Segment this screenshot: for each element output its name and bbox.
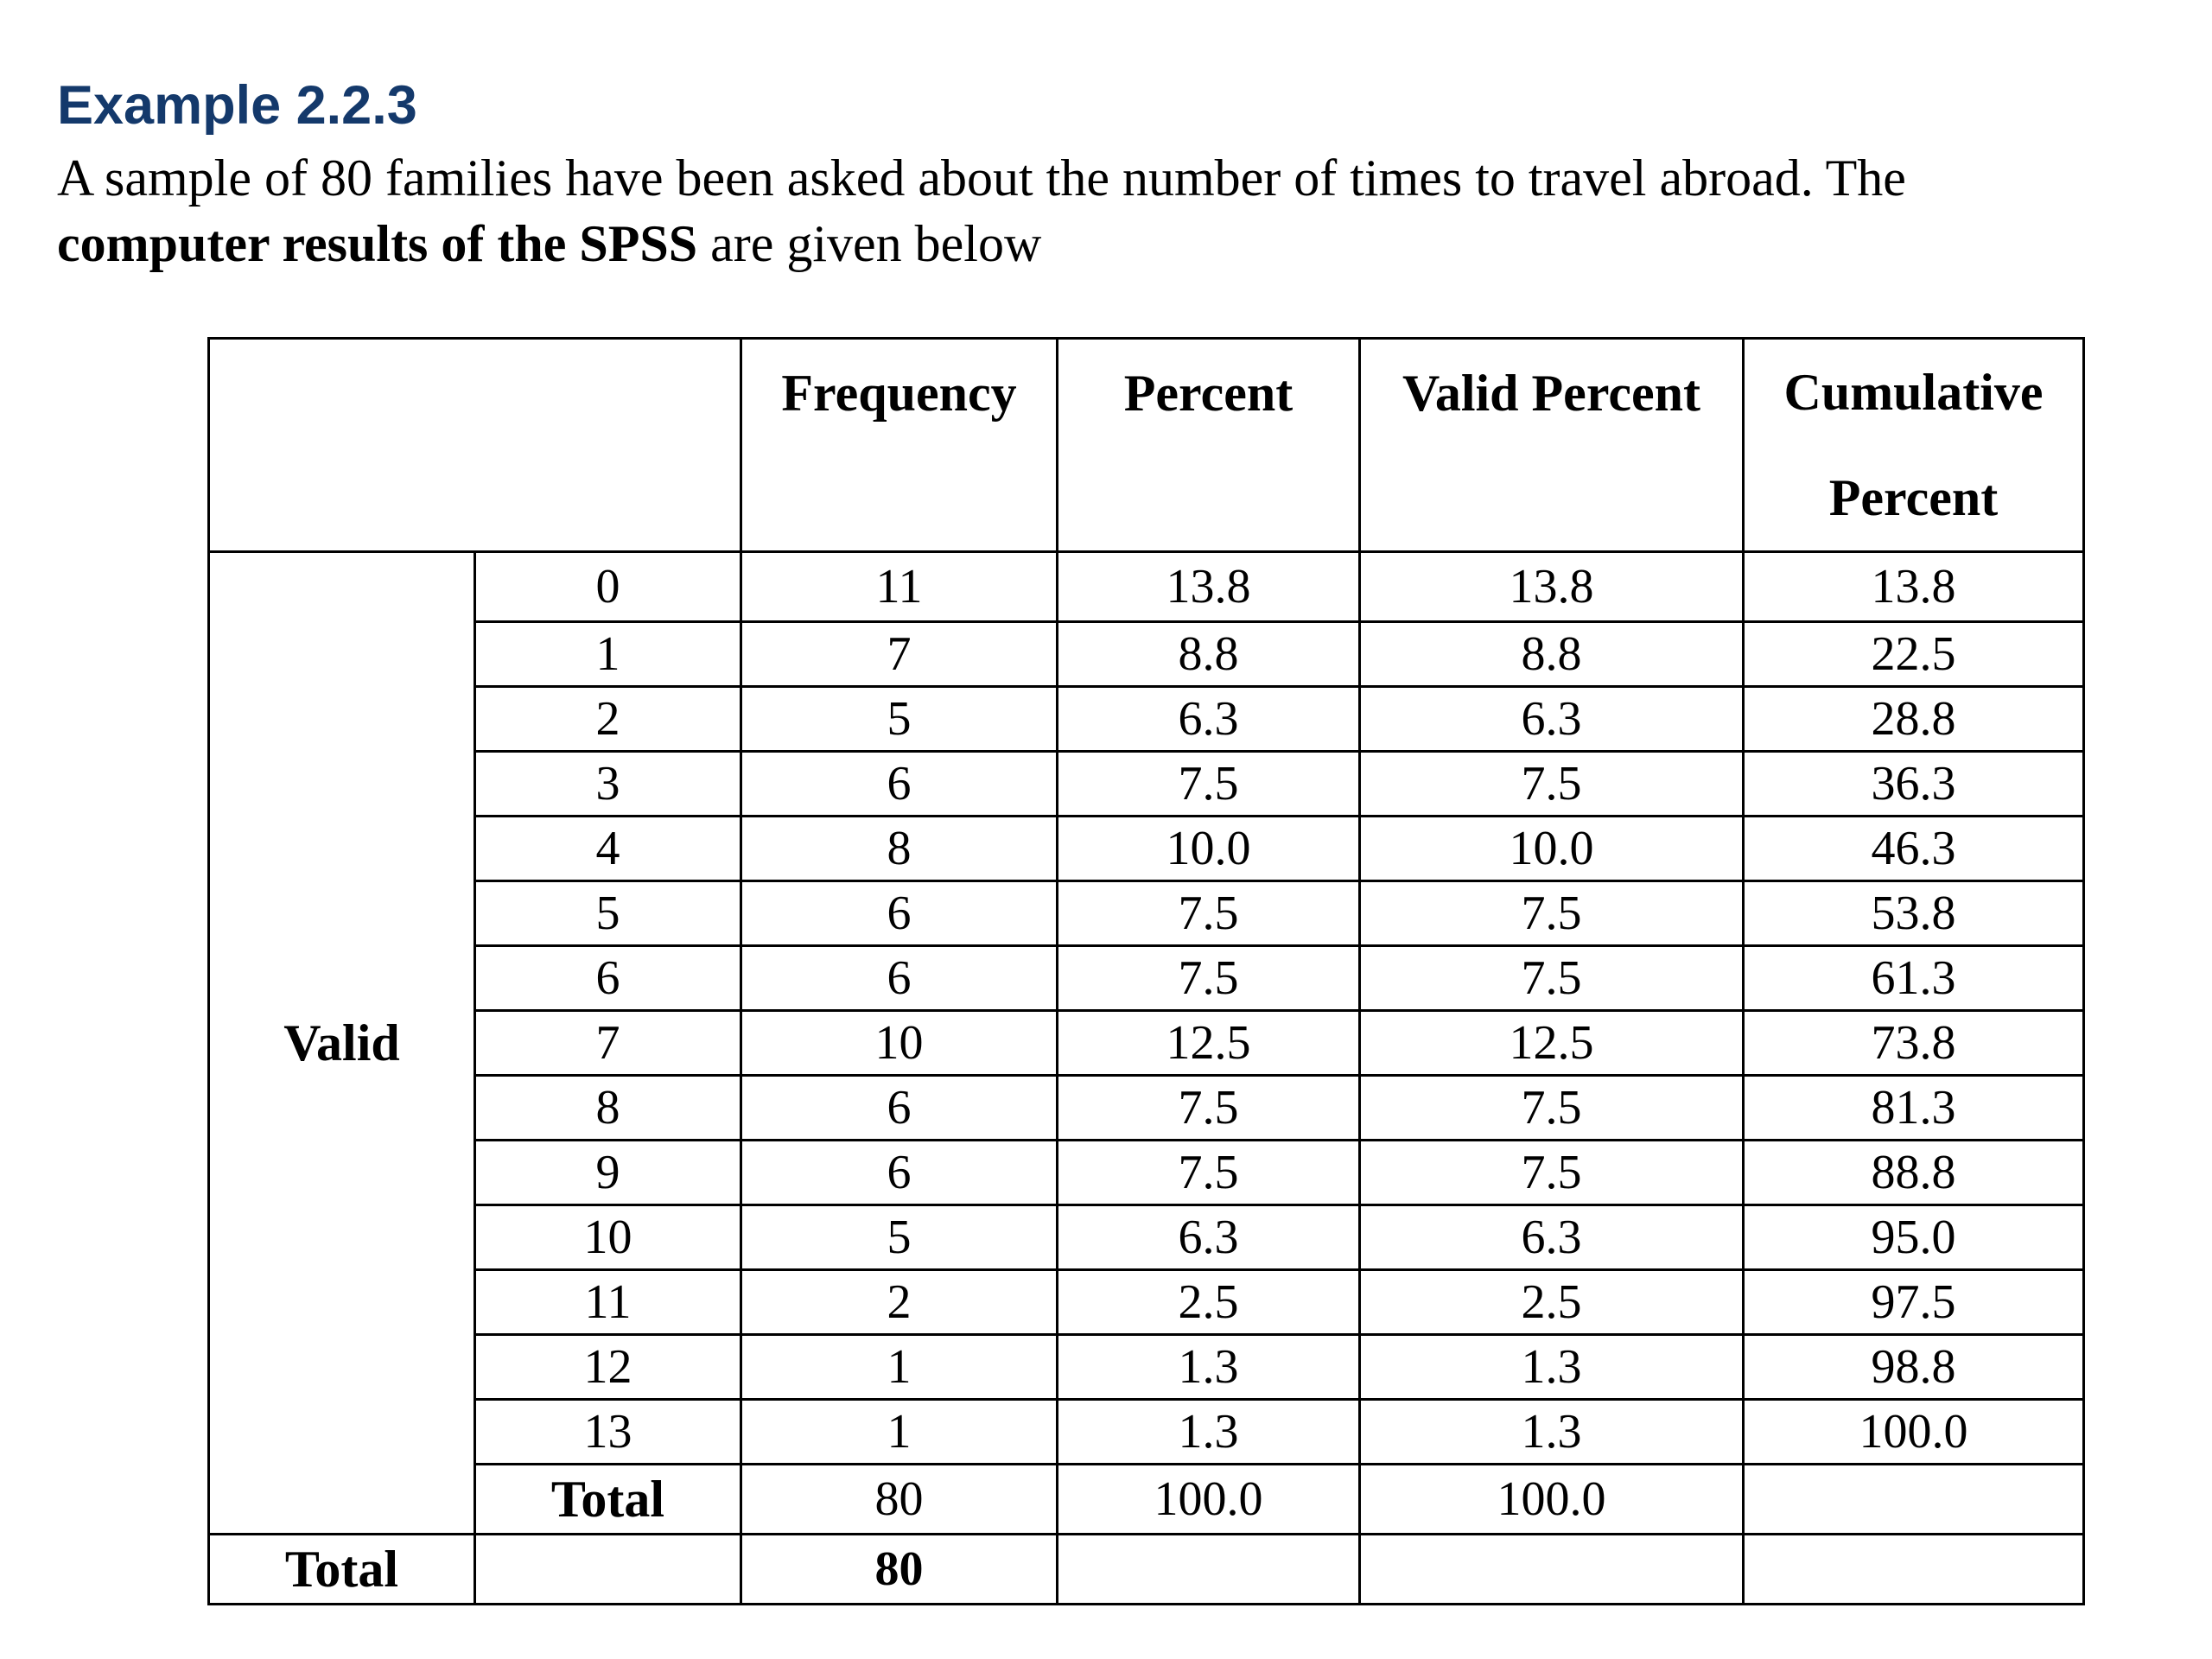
- intro-bold-phrase: computer results of the SPSS: [57, 215, 698, 272]
- grand-total-value-empty: [475, 1535, 741, 1605]
- table-row: [209, 1400, 2084, 1465]
- header-percent: Percent: [1058, 339, 1360, 552]
- value-cell: 1: [475, 622, 741, 687]
- cumulative-percent-cell: 22.5: [1744, 622, 2084, 687]
- header-cumulative-line1: Cumulative: [1783, 364, 2044, 421]
- frequency-cell: 6: [741, 1076, 1058, 1141]
- cumulative-percent-cell: 98.8: [1744, 1335, 2084, 1400]
- table-row: [209, 1270, 2084, 1335]
- cumulative-percent-cell: 88.8: [1744, 1141, 2084, 1205]
- percent-cell: 1.3: [1058, 1335, 1360, 1400]
- header-cumulative-line2: Percent: [1828, 469, 1999, 526]
- valid-percent-cell: 13.8: [1360, 552, 1744, 622]
- value-cell: 0: [475, 552, 741, 622]
- value-cell: 2: [475, 687, 741, 752]
- percent-cell: 7.5: [1058, 1141, 1360, 1205]
- value-cell: 4: [475, 817, 741, 881]
- valid-percent-cell: 7.5: [1360, 881, 1744, 946]
- frequency-cell: 10: [741, 1011, 1058, 1076]
- valid-label: Valid: [209, 552, 475, 1535]
- table-row: [209, 1205, 2084, 1270]
- valid-percent-cell: 7.5: [1360, 946, 1744, 1011]
- header-valid-percent: Valid Percent: [1360, 339, 1744, 552]
- valid-percent-cell: 8.8: [1360, 622, 1744, 687]
- subtotal-row: [209, 1465, 2084, 1535]
- grand-total-percent-empty: [1058, 1535, 1360, 1605]
- value-cell: 5: [475, 881, 741, 946]
- table-row: [209, 687, 2084, 752]
- frequency-table: [207, 337, 2085, 1605]
- valid-percent-cell: 2.5: [1360, 1270, 1744, 1335]
- cumulative-percent-cell: 81.3: [1744, 1076, 2084, 1141]
- frequency-cell: 5: [741, 687, 1058, 752]
- percent-cell: 10.0: [1058, 817, 1360, 881]
- table-row: [209, 817, 2084, 881]
- table-row: [209, 1011, 2084, 1076]
- value-cell: 9: [475, 1141, 741, 1205]
- cumulative-percent-cell: 36.3: [1744, 752, 2084, 817]
- percent-cell: 8.8: [1058, 622, 1360, 687]
- cumulative-percent-cell: 46.3: [1744, 817, 2084, 881]
- value-cell: 7: [475, 1011, 741, 1076]
- cumulative-percent-cell: 95.0: [1744, 1205, 2084, 1270]
- value-cell: 3: [475, 752, 741, 817]
- table-row: [209, 1076, 2084, 1141]
- slide-title: Example 2.2.3: [57, 75, 417, 136]
- subtotal-valid-percent: 100.0: [1360, 1465, 1744, 1535]
- percent-cell: 6.3: [1058, 1205, 1360, 1270]
- grand-total-valid-percent-empty: [1360, 1535, 1744, 1605]
- frequency-cell: 1: [741, 1400, 1058, 1465]
- intro-paragraph: [57, 145, 2165, 276]
- subtotal-label: Total: [475, 1465, 741, 1535]
- subtotal-cumulative-empty: [1744, 1465, 2084, 1535]
- frequency-cell: 6: [741, 881, 1058, 946]
- value-cell: 10: [475, 1205, 741, 1270]
- frequency-cell: 6: [741, 752, 1058, 817]
- valid-percent-cell: 6.3: [1360, 1205, 1744, 1270]
- frequency-cell: 11: [741, 552, 1058, 622]
- valid-percent-cell: 6.3: [1360, 687, 1744, 752]
- grand-total-frequency: 80: [741, 1535, 1058, 1605]
- valid-percent-cell: 7.5: [1360, 1141, 1744, 1205]
- cumulative-percent-cell: 28.8: [1744, 687, 2084, 752]
- intro-line1: A sample of 80 families have been asked about the number of times to travel abroad. The: [57, 149, 1906, 207]
- percent-cell: 2.5: [1058, 1270, 1360, 1335]
- frequency-cell: 5: [741, 1205, 1058, 1270]
- table-row: [209, 552, 2084, 622]
- table-row: [209, 946, 2084, 1011]
- percent-cell: 7.5: [1058, 946, 1360, 1011]
- valid-percent-cell: 10.0: [1360, 817, 1744, 881]
- valid-percent-cell: 7.5: [1360, 752, 1744, 817]
- frequency-cell: 2: [741, 1270, 1058, 1335]
- percent-cell: 1.3: [1058, 1400, 1360, 1465]
- cumulative-percent-cell: 100.0: [1744, 1400, 2084, 1465]
- frequency-cell: 6: [741, 1141, 1058, 1205]
- frequency-cell: 7: [741, 622, 1058, 687]
- frequency-cell: 1: [741, 1335, 1058, 1400]
- table-row: [209, 881, 2084, 946]
- valid-percent-cell: 7.5: [1360, 1076, 1744, 1141]
- table-row: [209, 1141, 2084, 1205]
- percent-cell: 6.3: [1058, 687, 1360, 752]
- subtotal-percent: 100.0: [1058, 1465, 1360, 1535]
- grand-total-row: [209, 1535, 2084, 1605]
- intro-rest: are given below: [697, 215, 1042, 272]
- cumulative-percent-cell: 13.8: [1744, 552, 2084, 622]
- table-row: [209, 1335, 2084, 1400]
- table-row: [209, 752, 2084, 817]
- value-cell: 11: [475, 1270, 741, 1335]
- valid-percent-cell: 1.3: [1360, 1335, 1744, 1400]
- frequency-cell: 6: [741, 946, 1058, 1011]
- header-cumulative-percent: [1744, 339, 2084, 552]
- value-cell: 8: [475, 1076, 741, 1141]
- value-cell: 13: [475, 1400, 741, 1465]
- header-frequency: Frequency: [741, 339, 1058, 552]
- cumulative-percent-cell: 53.8: [1744, 881, 2084, 946]
- subtotal-frequency: 80: [741, 1465, 1058, 1535]
- header-row: [209, 339, 2084, 552]
- grand-total-label: Total: [209, 1535, 475, 1605]
- cumulative-percent-cell: 97.5: [1744, 1270, 2084, 1335]
- value-cell: 12: [475, 1335, 741, 1400]
- value-cell: 6: [475, 946, 741, 1011]
- grand-total-cumulative-empty: [1744, 1535, 2084, 1605]
- table-row: [209, 622, 2084, 687]
- percent-cell: 7.5: [1058, 752, 1360, 817]
- percent-cell: 13.8: [1058, 552, 1360, 622]
- percent-cell: 7.5: [1058, 1076, 1360, 1141]
- valid-percent-cell: 1.3: [1360, 1400, 1744, 1465]
- valid-percent-cell: 12.5: [1360, 1011, 1744, 1076]
- cumulative-percent-cell: 61.3: [1744, 946, 2084, 1011]
- cumulative-percent-cell: 73.8: [1744, 1011, 2084, 1076]
- percent-cell: 7.5: [1058, 881, 1360, 946]
- header-blank-cell: [209, 339, 741, 552]
- frequency-cell: 8: [741, 817, 1058, 881]
- percent-cell: 12.5: [1058, 1011, 1360, 1076]
